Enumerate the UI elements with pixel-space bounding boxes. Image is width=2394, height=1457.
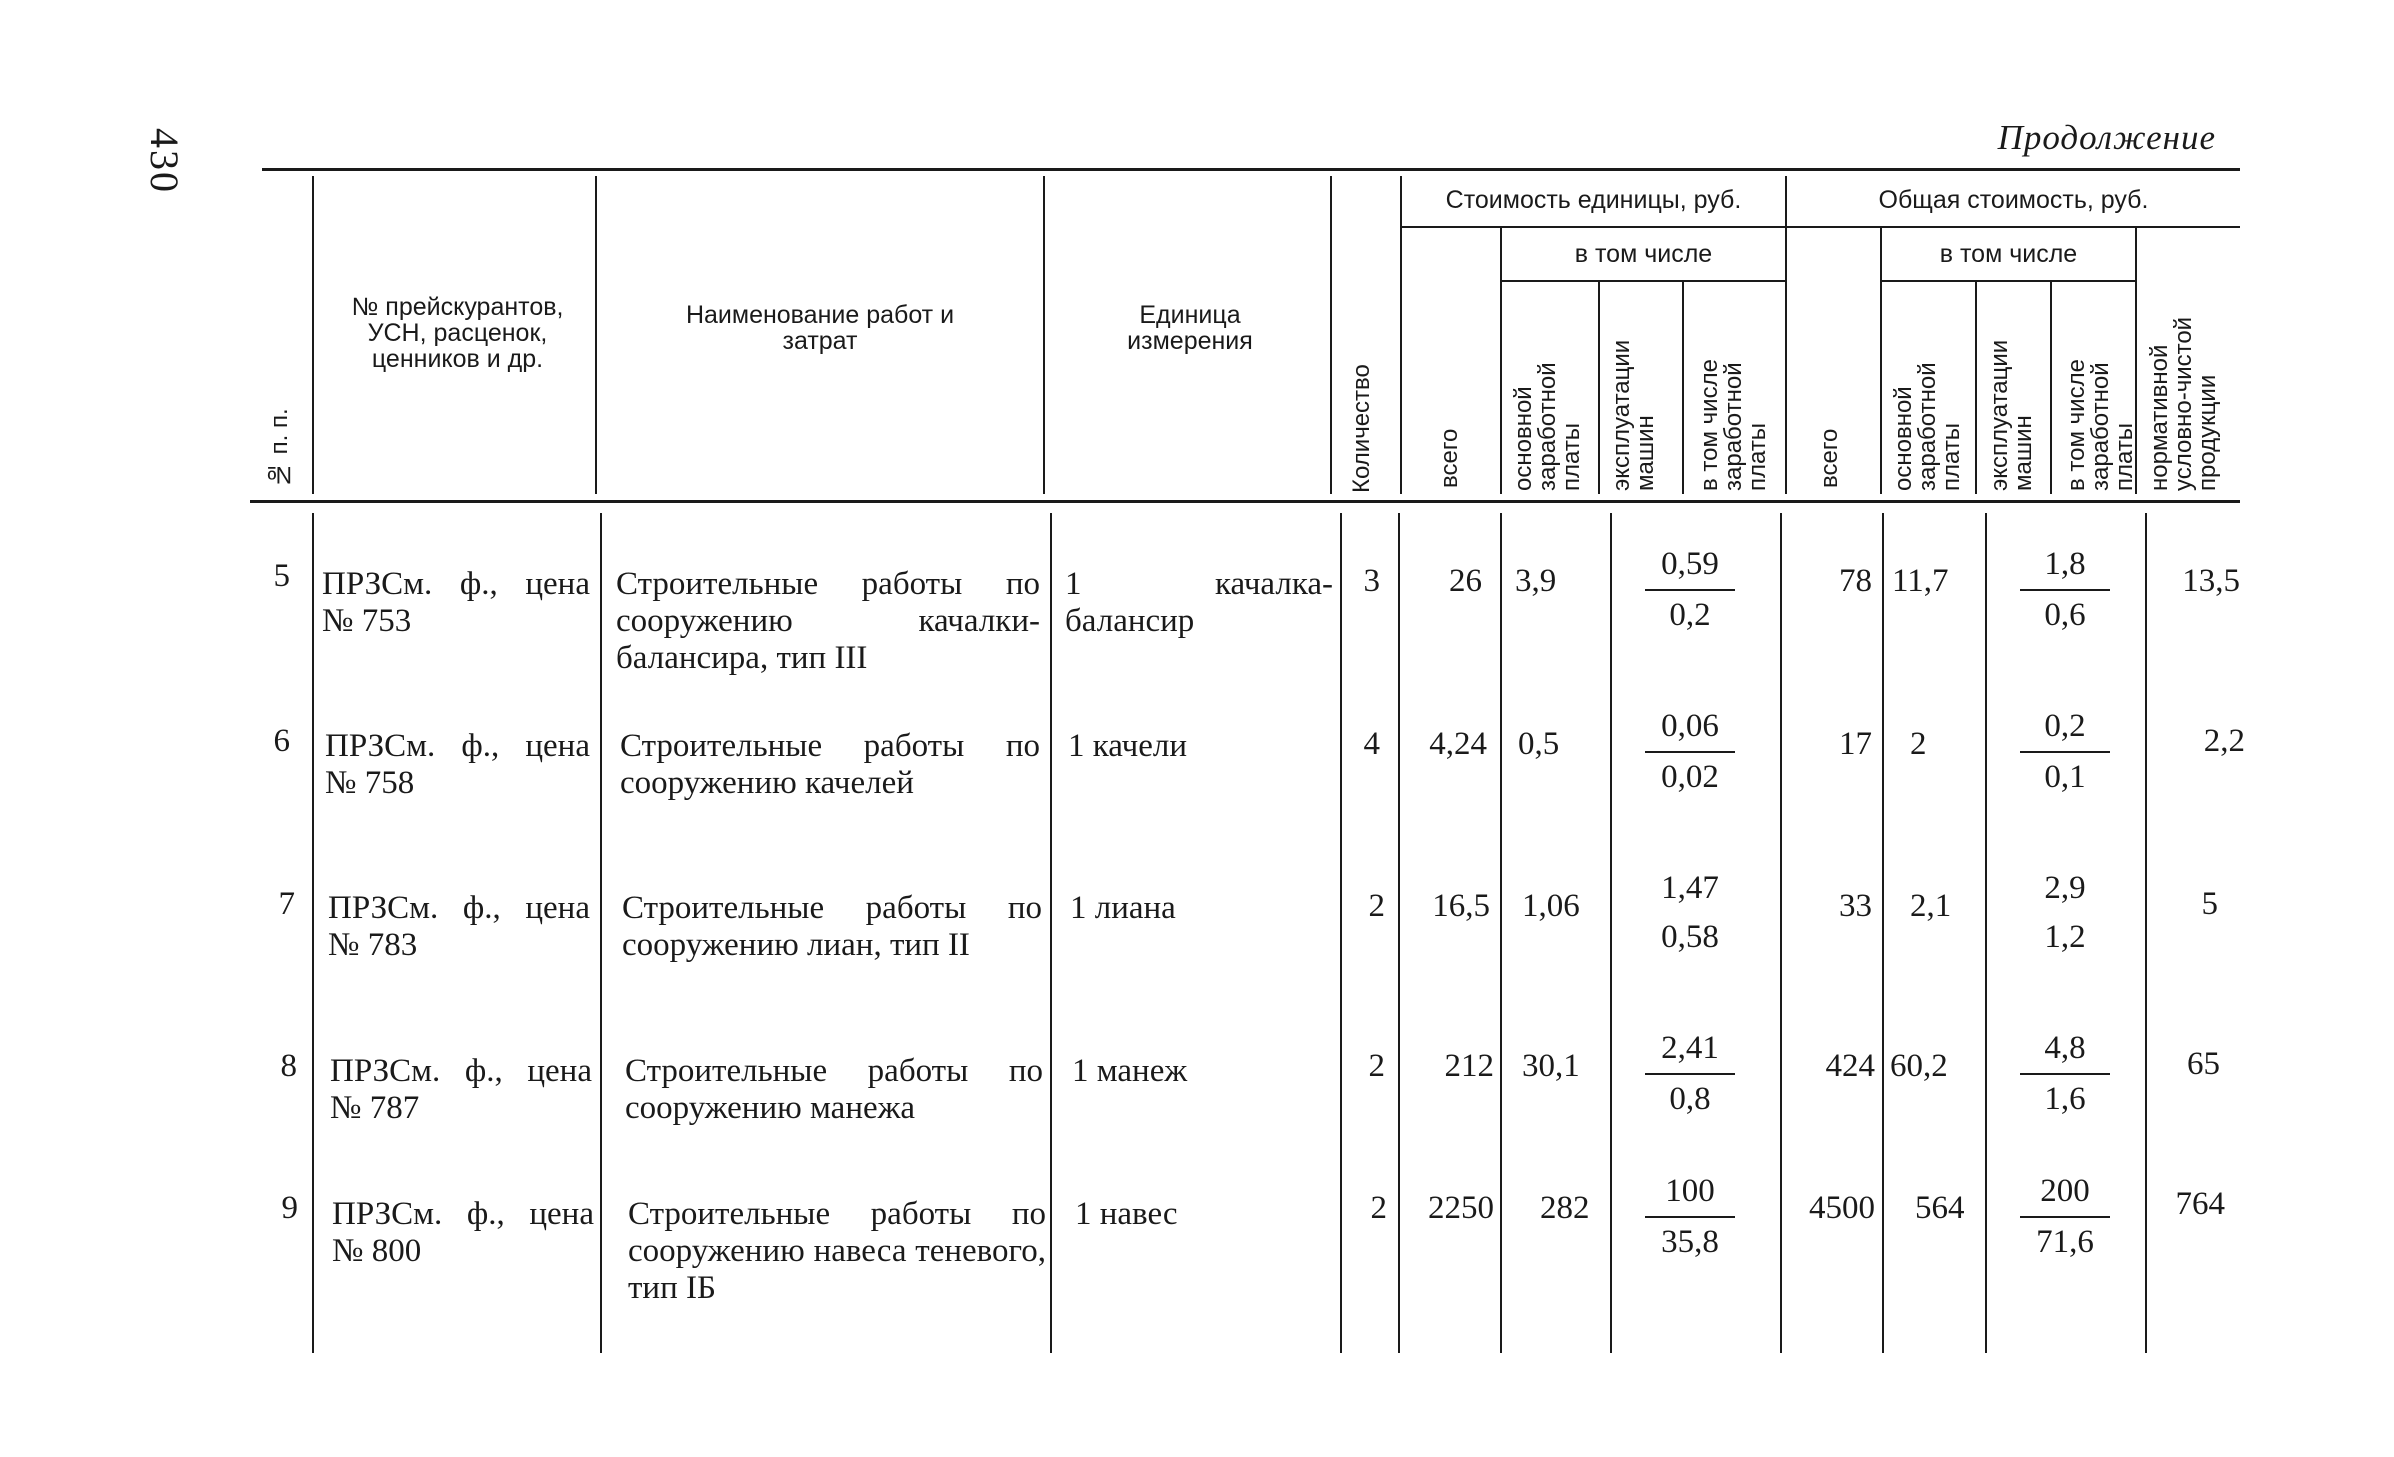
body-vline-1 [312,513,314,1353]
incl-header-unit: в том числе [1574,240,1713,268]
row-no: 7 [278,886,295,922]
row-unit-machine [1635,708,1745,796]
group-header-unit-cost: Стоимость единицы, руб. [1445,186,1742,214]
col-header-price-list: № прейскурантов, УСН, расценок, ценников и др. [351,293,564,373]
row-name: Строительные работы по сооружению навеса теневого, тип IБ [628,1196,1046,1306]
row-unit-wage: 1,06 [1522,888,1580,924]
row-total-machine-value: 2,9 [2044,870,2086,906]
row-unit-machine-value: 1,47 [1661,870,1719,906]
row-total-machine-wage: 1,2 [2044,919,2086,955]
row-total-machine [2010,708,2120,796]
col-header-no: № п. п. [266,408,293,488]
row-price-list: ПРЗСм. ф., цена № 787 [330,1053,592,1126]
body-vline-3 [1050,513,1052,1353]
row-total-total: 78 [1839,563,1872,599]
table-top-rule [262,168,2240,171]
row-name: Строительные работы по сооружению качалки-балансира, тип III [616,566,1040,676]
hdr-vline-2 [595,176,597,494]
row-total-machine-wage: 71,6 [2036,1224,2094,1260]
row-unit-machine [1635,1173,1745,1261]
row-total-total: 33 [1839,888,1872,924]
row-qty: 2 [1370,1190,1387,1226]
hdr-vline-11 [1975,282,1977,494]
group-rule-total [1785,226,2240,228]
row-unit: 1 навес [1075,1196,1178,1232]
row-qty: 3 [1363,563,1380,599]
row-unit-wage: 3,9 [1515,563,1557,599]
body-vline-9 [1882,513,1884,1353]
row-no: 6 [273,723,290,759]
row-total-machine-value: 4,8 [2020,1030,2110,1075]
row-qty: 2 [1368,888,1385,924]
row-unit-machine-value: 0,06 [1645,708,1735,753]
row-total-machine [2010,1173,2120,1261]
body-vline-7 [1610,513,1612,1353]
row-total-machine [2010,1030,2120,1118]
row-no: 8 [280,1048,297,1084]
row-unit-wage: 282 [1540,1190,1590,1226]
col-header-qty: Количество [1348,364,1375,493]
row-total-total: 17 [1839,726,1872,762]
row-normative: 13,5 [2182,563,2240,599]
row-unit-machine [1635,546,1745,634]
row-qty: 4 [1363,726,1380,762]
row-total-machine-wage: 0,6 [2044,597,2086,633]
hdr-vline-1 [312,176,314,494]
col-header-normative: нормативной условно-чистой продукции [2146,316,2221,491]
row-total-machine-value: 1,8 [2020,546,2110,591]
row-unit: 1 лиана [1070,890,1176,926]
incl-rule-total [1880,280,2135,282]
col-header-total-wage: основной заработной платы [1890,362,1965,491]
row-unit-machine-wage: 0,2 [1669,597,1711,633]
row-unit-machine [1635,1030,1745,1118]
row-total-total: 4500 [1809,1190,1875,1226]
row-total-machine-wage: 1,6 [2044,1081,2086,1117]
header-bottom-rule [250,500,2240,503]
row-unit-total: 2250 [1428,1190,1494,1226]
incl-rule-unit [1500,280,1785,282]
row-price-list: ПРЗСм. ф., цена № 783 [328,890,590,963]
col-header-total-machine: эксплуатации машин [1986,339,2037,491]
hdr-vline-9 [1785,176,1787,494]
col-header-unit-total: всего [1436,428,1463,488]
row-unit-machine-wage: 0,02 [1661,759,1719,795]
row-unit-total: 26 [1449,563,1482,599]
row-normative: 5 [2201,886,2218,922]
page-number: 430 [142,128,187,194]
row-total-total: 424 [1825,1048,1875,1084]
row-unit-machine-wage: 35,8 [1661,1224,1719,1260]
row-qty: 2 [1368,1048,1385,1084]
hdr-vline-8 [1682,282,1684,494]
row-unit-total: 4,24 [1429,726,1487,762]
row-unit: 1 качалка-балансир [1065,566,1333,639]
row-normative: 764 [2175,1186,2225,1222]
col-header-unit-wage: основной заработной платы [1510,362,1585,491]
col-header-unit-machine-wage: в том числе заработной платы [1696,359,1771,491]
body-vline-10 [1985,513,1987,1353]
row-unit-machine-value: 2,41 [1645,1030,1735,1075]
row-unit-total: 212 [1444,1048,1494,1084]
hdr-vline-5 [1400,176,1402,494]
row-name: Строительные работы по сооружению манежа [625,1053,1043,1126]
row-total-machine-value: 0,2 [2020,708,2110,753]
group-header-total-cost: Общая стоимость, руб. [1878,186,2149,214]
body-vline-11 [2145,513,2147,1353]
row-total-machine [2010,870,2120,956]
row-name: Строительные работы по сооружению лиан, тип II [622,890,1042,963]
row-unit-total: 16,5 [1432,888,1490,924]
row-price-list: ПРЗСм. ф., цена № 758 [325,728,590,801]
body-vline-6 [1500,513,1502,1353]
body-vline-8 [1780,513,1782,1353]
body-vline-5 [1398,513,1400,1353]
hdr-vline-3 [1043,176,1045,494]
row-unit-wage: 0,5 [1518,726,1560,762]
hdr-vline-4 [1330,176,1332,494]
row-unit-machine-value: 100 [1645,1173,1735,1218]
body-vline-4 [1340,513,1342,1353]
row-unit-wage: 30,1 [1522,1048,1580,1084]
row-no: 5 [273,558,290,594]
col-header-name: Наименование работ и затрат [685,301,955,355]
hdr-vline-12 [2050,282,2052,494]
row-normative: 2,2 [2203,723,2245,759]
row-unit-machine [1635,870,1745,956]
col-header-total-total: всего [1816,428,1843,488]
row-total-machine [2010,546,2120,634]
row-total-wage: 11,7 [1892,563,1949,599]
row-name: Строительные работы по сооружению качелей [620,728,1040,801]
row-unit-machine-wage: 0,8 [1669,1081,1711,1117]
hdr-vline-7 [1598,282,1600,494]
row-normative: 65 [2187,1046,2220,1082]
row-no: 9 [281,1190,298,1226]
row-unit-machine-value: 0,59 [1645,546,1735,591]
row-unit: 1 качели [1068,728,1187,764]
row-total-machine-wage: 0,1 [2044,759,2086,795]
row-price-list: ПРЗСм. ф., цена № 800 [332,1196,594,1269]
row-total-wage: 2 [1910,726,1927,762]
col-header-total-machine-wage: в том числе заработной платы [2063,359,2138,491]
col-header-unit: Единица измерения [1127,301,1253,355]
body-vline-2 [600,513,602,1353]
col-header-unit-machine: эксплуатации машин [1608,339,1659,491]
incl-header-total: в том числе [1939,240,2078,268]
row-total-wage: 60,2 [1890,1048,1948,1084]
group-rule-unit [1400,226,1785,228]
row-price-list: ПРЗСм. ф., цена № 753 [322,566,590,639]
estimate-table [250,168,2245,1358]
row-unit: 1 манеж [1072,1053,1188,1089]
row-unit-machine-wage: 0,58 [1661,919,1719,955]
row-total-wage: 564 [1915,1190,1965,1226]
row-total-wage: 2,1 [1910,888,1952,924]
row-total-machine-value: 200 [2020,1173,2110,1218]
continued-label: Продолжение [1997,118,2216,157]
